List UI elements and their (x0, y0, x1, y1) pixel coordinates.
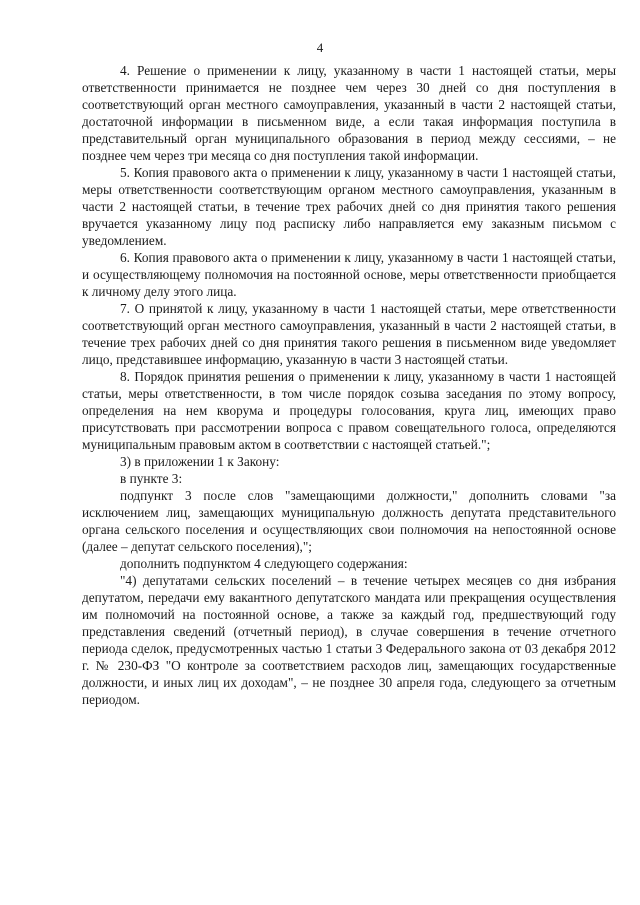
paragraph-4: 4. Решение о применении к лицу, указанному в части 1 настоящей статьи, меры ответственности принимается не позднее чем через 30 дней со дня поступления в соответствующий орган местного самоуправления, указанный в части 2 настоящей статьи, достаточной информации в письменном виде, а если такая информация поступила в представительный орган муниципального образования в период между сессиями, – не позднее чем через три месяца со дня поступления такой информации. (82, 63, 616, 163)
paragraph-7: 7. О принятой к лицу, указанному в части 1 настоящей статьи, мере ответственности соответствующий орган местного самоуправления, указанный в части 2 настоящей статьи, в течение трех рабочих дней со дня принятия такого решения в письменном виде уведомляет лицо, представившее информацию, указанную в части 3 настоящей статьи. (82, 301, 616, 367)
subpoint-3-amendment: подпункт 3 после слов "замещающими должности," дополнить словами "за исключением лиц, замещающих муниципальную должность депутата представительного органа сельского поселения и осуществляющих свои полномочия на непостоянной основе (далее – депутат сельского поселения),"; (82, 488, 616, 554)
paragraph-8: 8. Порядок принятия решения о применении к лицу, указанному в части 1 настоящей статьи, меры ответственности, в том числе порядок созыва заседания по этому вопросу, определения на нем кворума и процедуры голосования, круга лиц, имеющих право присутствовать при рассмотрении вопроса с правом совещательного голоса, определяются муниципальным правовым актом в соответствии с настоящей статьей."; (82, 369, 616, 452)
page-number: 4 (316, 40, 324, 55)
add-subpoint-4: дополнить подпунктом 4 следующего содержания: (120, 556, 408, 571)
paragraph-5: 5. Копия правового акта о применении к лицу, указанному в части 1 настоящей статьи, меры ответственности соответствующим органом местного самоуправления, указанным в части 2 настоящей статьи, в течение трех рабочих дней со дня принятия такого решения вручается указанному лицу под расписку либо направляется ему заказным письмом с уведомлением. (82, 165, 616, 248)
subpoint-4-text: "4) депутатами сельских поселений – в течение четырех месяцев со дня избрания депутатом, передачи ему вакантного депутатского мандата или прекращения осуществления им полномочий на постоянной основе, а также за каждый год, предшествующий году представления сведений (отчетный период), в случае совершения в течение отчетного периода сделок, предусмотренных частью 1 статьи 3 Федерального закона от 03 декабря 2012 г. № 230-ФЗ "О контроле за соответствием расходов лиц, замещающих государственные должности, и иных лиц их доходам", – не позднее 30 апреля года, следующего за отчетным периодом. (82, 573, 616, 707)
paragraph-6: 6. Копия правового акта о применении к лицу, указанному в части 1 настоящей статьи, и осуществляющему полномочия на постоянной основе, меры ответственности приобщается к личному делу этого лица. (82, 250, 616, 299)
item-point-3: в пункте 3: (120, 471, 183, 486)
document-body (82, 62, 616, 708)
item-3-appendix: 3) в приложении 1 к Закону: (120, 454, 280, 469)
